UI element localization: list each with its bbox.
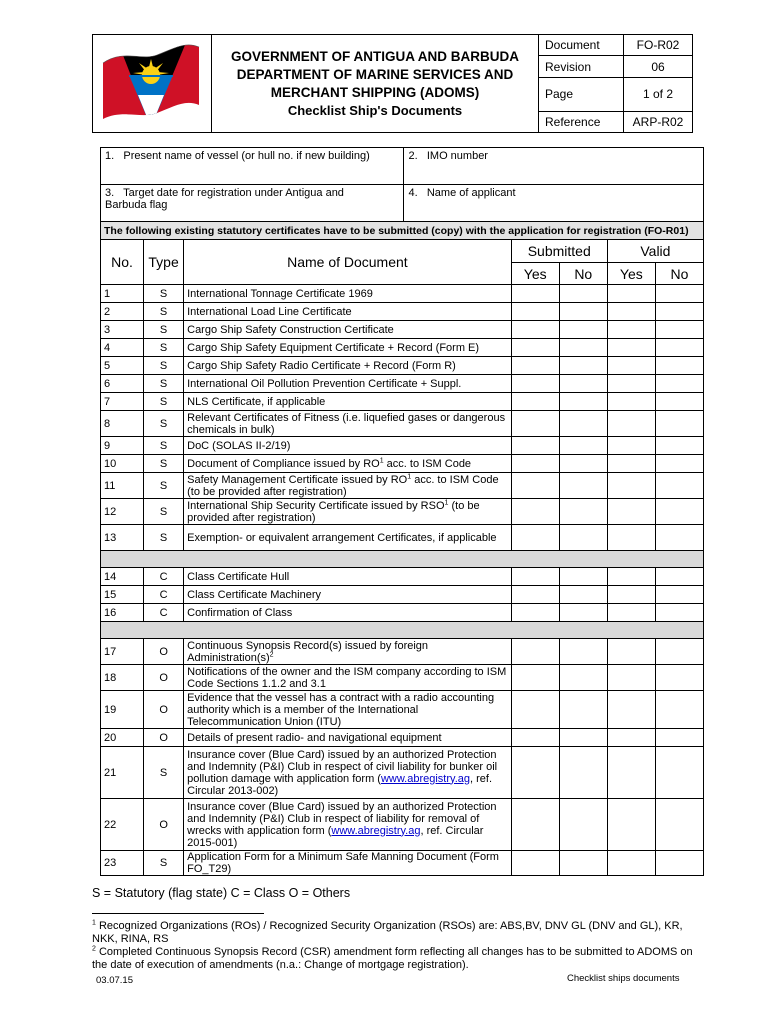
separator-cell — [101, 551, 704, 568]
valid-no-cell[interactable] — [655, 665, 703, 691]
doc-type: C — [144, 586, 184, 604]
col-header-name: Name of Document — [184, 240, 512, 285]
doc-name-text: Safety Management Certificate issued by RO — [187, 473, 408, 486]
valid-no-cell[interactable] — [655, 851, 703, 876]
submitted-yes-cell[interactable] — [511, 339, 559, 357]
footnote-ref: 1 — [444, 498, 449, 506]
doc-number: 22 — [101, 799, 144, 851]
doc-type: O — [144, 665, 184, 691]
table-row — [101, 357, 704, 375]
submitted-no-cell[interactable] — [559, 339, 607, 357]
valid-no-cell[interactable] — [655, 411, 703, 437]
doc-number: 8 — [101, 411, 144, 437]
doc-name — [184, 639, 512, 665]
doc-name — [184, 473, 512, 499]
doc-number: 2 — [101, 303, 144, 321]
doc-name-text-end: acc. to ISM Code — [383, 457, 472, 470]
doc-type: S — [144, 285, 184, 303]
doc-type: C — [144, 604, 184, 622]
doc-number: 11 — [101, 473, 144, 499]
doc-name: Cargo Ship Safety Equipment Certificate + Record (Form E) — [184, 339, 512, 357]
table-row — [101, 455, 704, 473]
doc-number: 23 — [101, 851, 144, 876]
valid-no-cell[interactable] — [655, 285, 703, 303]
doc-name — [184, 455, 512, 473]
field-vessel-name[interactable] — [101, 148, 404, 185]
table-row — [101, 525, 704, 551]
doc-number: 13 — [101, 525, 144, 551]
submitted-yes-cell[interactable] — [511, 375, 559, 393]
footnote-2-mark: 2 — [92, 945, 96, 953]
submitted-yes-cell[interactable] — [511, 729, 559, 747]
field-applicant-name[interactable] — [404, 185, 704, 222]
valid-no-cell[interactable] — [655, 604, 703, 622]
meta-label-page: Page — [539, 77, 624, 111]
doc-type: S — [144, 411, 184, 437]
doc-type: S — [144, 747, 184, 799]
doc-name-text-end: acc. to ISM Code (to be provided after registration) — [187, 473, 499, 498]
col-header-valid: Valid — [607, 240, 703, 263]
submitted-no-cell[interactable] — [559, 499, 607, 525]
col-header-submitted-yes: Yes — [511, 263, 559, 285]
doc-name: Relevant Certificates of Fitness (i.e. liquefied gases or dangerous chemicals in bulk) — [184, 411, 512, 437]
doc-name-text: Continuous Synopsis Record(s) issued by foreign Administration(s) — [187, 639, 429, 664]
table-row — [101, 586, 704, 604]
submitted-yes-cell[interactable] — [511, 499, 559, 525]
doc-type: S — [144, 525, 184, 551]
doc-type: S — [144, 339, 184, 357]
submitted-no-cell[interactable] — [559, 747, 607, 799]
valid-yes-cell[interactable] — [607, 747, 655, 799]
submitted-yes-cell[interactable] — [511, 586, 559, 604]
doc-type: S — [144, 375, 184, 393]
doc-number: 12 — [101, 499, 144, 525]
meta-label-reference: Reference — [539, 111, 624, 132]
valid-yes-cell[interactable] — [607, 437, 655, 455]
doc-name: Cargo Ship Safety Construction Certificate — [184, 321, 512, 339]
footer-doc-name: Checklist ships documents — [567, 973, 680, 984]
submitted-yes-cell[interactable] — [511, 455, 559, 473]
submitted-no-cell[interactable] — [559, 303, 607, 321]
footnote-2-text: Completed Continuous Synopsis Record (CSR) amendment form reflecting all changes has to be submitted to ADOMS on the date of execution of amendments (n.a.: Change of mortgage registration). — [92, 946, 693, 971]
submitted-no-cell[interactable] — [559, 393, 607, 411]
separator-cell — [101, 622, 704, 639]
doc-type: C — [144, 568, 184, 586]
meta-value-reference: ARP-R02 — [624, 111, 693, 132]
valid-yes-cell[interactable] — [607, 586, 655, 604]
doc-number: 10 — [101, 455, 144, 473]
submitted-no-cell[interactable] — [559, 851, 607, 876]
col-header-valid-yes: Yes — [607, 263, 655, 285]
submitted-yes-cell[interactable] — [511, 691, 559, 729]
doc-type: O — [144, 729, 184, 747]
table-row — [101, 604, 704, 622]
valid-no-cell[interactable] — [655, 321, 703, 339]
table-row — [101, 639, 704, 665]
doc-number: 4 — [101, 339, 144, 357]
doc-name: Application Form for a Minimum Safe Manning Document (Form FO_T29) — [184, 851, 512, 876]
doc-type: S — [144, 473, 184, 499]
valid-yes-cell[interactable] — [607, 339, 655, 357]
col-header-submitted: Submitted — [511, 240, 607, 263]
footnote-divider — [92, 913, 264, 914]
valid-yes-cell[interactable] — [607, 375, 655, 393]
table-row — [101, 321, 704, 339]
doc-name: Notifications of the owner and the ISM company according to ISM Code Sections 1.1.2 and 3.1 — [184, 665, 512, 691]
valid-yes-cell[interactable] — [607, 499, 655, 525]
valid-no-cell[interactable] — [655, 473, 703, 499]
submitted-yes-cell[interactable] — [511, 473, 559, 499]
doc-type: S — [144, 851, 184, 876]
submitted-no-cell[interactable] — [559, 525, 607, 551]
col-header-type: Type — [144, 240, 184, 285]
valid-yes-cell[interactable] — [607, 568, 655, 586]
doc-name: NLS Certificate, if applicable — [184, 393, 512, 411]
doc-name: Details of present radio- and navigational equipment — [184, 729, 512, 747]
valid-yes-cell[interactable] — [607, 639, 655, 665]
table-row — [101, 665, 704, 691]
valid-yes-cell[interactable] — [607, 525, 655, 551]
submitted-no-cell[interactable] — [559, 437, 607, 455]
valid-no-cell[interactable] — [655, 691, 703, 729]
valid-no-cell[interactable] — [655, 568, 703, 586]
submitted-yes-cell[interactable] — [511, 393, 559, 411]
submitted-no-cell[interactable] — [559, 321, 607, 339]
valid-no-cell[interactable] — [655, 499, 703, 525]
doc-number: 16 — [101, 604, 144, 622]
doc-number: 14 — [101, 568, 144, 586]
valid-yes-cell[interactable] — [607, 604, 655, 622]
field-4-num: 4. — [408, 187, 418, 199]
field-1-num: 1. — [105, 150, 115, 162]
valid-no-cell[interactable] — [655, 639, 703, 665]
submitted-no-cell[interactable] — [559, 691, 607, 729]
doc-type: S — [144, 321, 184, 339]
doc-name: International Tonnage Certificate 1969 — [184, 285, 512, 303]
valid-no-cell[interactable] — [655, 525, 703, 551]
submitted-no-cell[interactable] — [559, 568, 607, 586]
submitted-no-cell[interactable] — [559, 357, 607, 375]
table-row — [101, 499, 704, 525]
table-row — [101, 411, 704, 437]
valid-yes-cell[interactable] — [607, 473, 655, 499]
submitted-no-cell[interactable] — [559, 411, 607, 437]
flag-cell — [93, 35, 212, 133]
meta-label-revision: Revision — [539, 56, 624, 77]
footnote-ref: 2 — [269, 650, 274, 658]
doc-name — [184, 799, 512, 851]
col-header-valid-no: No — [655, 263, 703, 285]
submitted-yes-cell[interactable] — [511, 665, 559, 691]
header-table — [92, 34, 693, 133]
doc-type: S — [144, 455, 184, 473]
field-4-label: Name of applicant — [426, 187, 516, 199]
doc-type: S — [144, 357, 184, 375]
notice-row: The following existing statutory certificates have to be submitted (copy) with the application for registration (FO-R01) — [101, 222, 704, 240]
doc-name — [184, 499, 512, 525]
doc-name-text: Insurance cover (Blue Card) issued by an authorized Protection and Indemnity (P&I) Club in respect of liability for removal of wrecks with application form ( — [187, 800, 497, 837]
doc-name-text: Insurance cover (Blue Card) issued by an authorized Protection and Indemnity (P&I) Club in respect of civil liability for bunker oil pollution damage with application form ( — [187, 748, 498, 785]
table-row — [101, 303, 704, 321]
doc-name: Evidence that the vessel has a contract with a radio accounting authority which is a member of the International Telecommunication Union (ITU) — [184, 691, 512, 729]
table-row — [101, 285, 704, 303]
submitted-no-cell[interactable] — [559, 473, 607, 499]
field-1-label: Present name of vessel (or hull no. if new building) — [123, 150, 370, 162]
doc-name-text: Document of Compliance issued by RO — [187, 457, 380, 470]
doc-type: O — [144, 639, 184, 665]
valid-yes-cell[interactable] — [607, 799, 655, 851]
valid-no-cell[interactable] — [655, 393, 703, 411]
submitted-yes-cell[interactable] — [511, 799, 559, 851]
doc-name: International Oil Pollution Prevention Certificate + Suppl. — [184, 375, 512, 393]
table-row — [101, 473, 704, 499]
valid-no-cell[interactable] — [655, 729, 703, 747]
doc-number: 15 — [101, 586, 144, 604]
valid-no-cell[interactable] — [655, 437, 703, 455]
header-title — [212, 35, 539, 133]
submitted-yes-cell[interactable] — [511, 437, 559, 455]
submitted-no-cell[interactable] — [559, 729, 607, 747]
field-2-num: 2. — [408, 150, 418, 162]
valid-no-cell[interactable] — [655, 799, 703, 851]
doc-name: Class Certificate Machinery — [184, 586, 512, 604]
doc-number: 21 — [101, 747, 144, 799]
doc-name-text: International Ship Security Certificate issued by RSO — [187, 499, 445, 512]
footnote-ref: 1 — [379, 456, 384, 464]
submitted-no-cell[interactable] — [559, 665, 607, 691]
table-row — [101, 339, 704, 357]
doc-name-text-end: , ref. Circular 2015-001) — [187, 824, 484, 849]
doc-number: 3 — [101, 321, 144, 339]
meta-value-document: FO-R02 — [624, 35, 693, 56]
valid-yes-cell[interactable] — [607, 393, 655, 411]
meta-label-document: Document — [539, 35, 624, 56]
doc-number: 6 — [101, 375, 144, 393]
title-subtitle: Checklist Ship's Documents — [287, 102, 463, 118]
doc-name: International Load Line Certificate — [184, 303, 512, 321]
doc-number: 18 — [101, 665, 144, 691]
section-separator — [101, 622, 704, 639]
table-row — [101, 393, 704, 411]
footnote-1-text: Recognized Organizations (ROs) / Recognized Security Organization (RSOs) are: ABS,BV, DNV GL (DNV and GL), KR, NKK, RINA, RS — [92, 920, 683, 945]
doc-name-text-end: (to be provided after registration) — [187, 499, 480, 524]
submitted-yes-cell[interactable] — [511, 568, 559, 586]
submitted-no-cell[interactable] — [559, 586, 607, 604]
submitted-no-cell[interactable] — [559, 375, 607, 393]
footnote-2 — [92, 946, 707, 972]
title-line-1: GOVERNMENT OF ANTIGUA AND BARBUDA — [231, 48, 519, 64]
field-3-num: 3. — [105, 187, 115, 199]
submitted-yes-cell[interactable] — [511, 851, 559, 876]
valid-yes-cell[interactable] — [607, 729, 655, 747]
submitted-no-cell[interactable] — [559, 285, 607, 303]
valid-no-cell[interactable] — [655, 339, 703, 357]
doc-number: 7 — [101, 393, 144, 411]
valid-yes-cell[interactable] — [607, 691, 655, 729]
submitted-yes-cell[interactable] — [511, 525, 559, 551]
type-legend: S = Statutory (flag state) C = Class O = Others — [92, 886, 351, 900]
valid-yes-cell[interactable] — [607, 665, 655, 691]
valid-yes-cell[interactable] — [607, 285, 655, 303]
submitted-yes-cell[interactable] — [511, 639, 559, 665]
valid-no-cell[interactable] — [655, 455, 703, 473]
doc-name — [184, 747, 512, 799]
valid-yes-cell[interactable] — [607, 303, 655, 321]
doc-type: O — [144, 799, 184, 851]
registry-link[interactable]: www.abregistry.ag — [380, 772, 471, 785]
doc-type: S — [144, 437, 184, 455]
field-3-label: Target date for registration under Antigua and Barbuda flag — [105, 187, 344, 211]
doc-number: 1 — [101, 285, 144, 303]
footnote-ref: 1 — [407, 472, 412, 480]
col-header-submitted-no: No — [559, 263, 607, 285]
table-row — [101, 568, 704, 586]
table-row — [101, 729, 704, 747]
col-header-no: No. — [101, 240, 144, 285]
doc-number: 9 — [101, 437, 144, 455]
submitted-yes-cell[interactable] — [511, 321, 559, 339]
valid-no-cell[interactable] — [655, 375, 703, 393]
doc-number: 17 — [101, 639, 144, 665]
doc-type: O — [144, 691, 184, 729]
valid-yes-cell[interactable] — [607, 357, 655, 375]
doc-name: Cargo Ship Safety Radio Certificate + Record (Form R) — [184, 357, 512, 375]
submitted-yes-cell[interactable] — [511, 747, 559, 799]
submitted-no-cell[interactable] — [559, 799, 607, 851]
registry-link[interactable]: www.abregistry.ag — [331, 824, 421, 837]
section-separator — [101, 551, 704, 568]
footer-date: 03.07.15 — [96, 975, 133, 986]
doc-name: DoC (SOLAS II-2/19) — [184, 437, 512, 455]
valid-yes-cell[interactable] — [607, 321, 655, 339]
valid-yes-cell[interactable] — [607, 851, 655, 876]
doc-number: 5 — [101, 357, 144, 375]
footnote-1 — [92, 920, 707, 946]
table-row — [101, 851, 704, 876]
table-row — [101, 747, 704, 799]
valid-no-cell[interactable] — [655, 586, 703, 604]
submitted-no-cell[interactable] — [559, 639, 607, 665]
title-line-3: MERCHANT SHIPPING (ADOMS) — [270, 84, 480, 100]
footnote-1-mark: 1 — [92, 919, 96, 927]
submitted-no-cell[interactable] — [559, 455, 607, 473]
doc-name: Confirmation of Class — [184, 604, 512, 622]
doc-name: Exemption- or equivalent arrangement Certificates, if applicable — [184, 525, 512, 551]
meta-value-page: 1 of 2 — [624, 77, 693, 111]
valid-yes-cell[interactable] — [607, 455, 655, 473]
doc-name: Class Certificate Hull — [184, 568, 512, 586]
table-row — [101, 437, 704, 455]
submitted-yes-cell[interactable] — [511, 604, 559, 622]
submitted-no-cell[interactable] — [559, 604, 607, 622]
table-row — [101, 375, 704, 393]
valid-no-cell[interactable] — [655, 303, 703, 321]
doc-type: S — [144, 499, 184, 525]
valid-no-cell[interactable] — [655, 747, 703, 799]
submitted-yes-cell[interactable] — [511, 285, 559, 303]
checklist-table — [100, 147, 704, 876]
field-2-label: IMO number — [426, 150, 488, 162]
field-imo-number[interactable] — [404, 148, 704, 185]
valid-no-cell[interactable] — [655, 357, 703, 375]
field-target-date[interactable] — [101, 185, 404, 222]
submitted-yes-cell[interactable] — [511, 357, 559, 375]
valid-yes-cell[interactable] — [607, 411, 655, 437]
table-row — [101, 799, 704, 851]
meta-value-revision: 06 — [624, 56, 693, 77]
doc-type: S — [144, 393, 184, 411]
document-rows — [101, 285, 704, 876]
submitted-yes-cell[interactable] — [511, 411, 559, 437]
doc-type: S — [144, 303, 184, 321]
table-row — [101, 691, 704, 729]
antigua-flag-logo — [93, 35, 209, 129]
doc-number: 20 — [101, 729, 144, 747]
doc-name-text-end: , ref. Circular 2013-002) — [187, 772, 493, 797]
submitted-yes-cell[interactable] — [511, 303, 559, 321]
title-line-2: DEPARTMENT OF MARINE SERVICES AND — [236, 66, 514, 82]
doc-number: 19 — [101, 691, 144, 729]
